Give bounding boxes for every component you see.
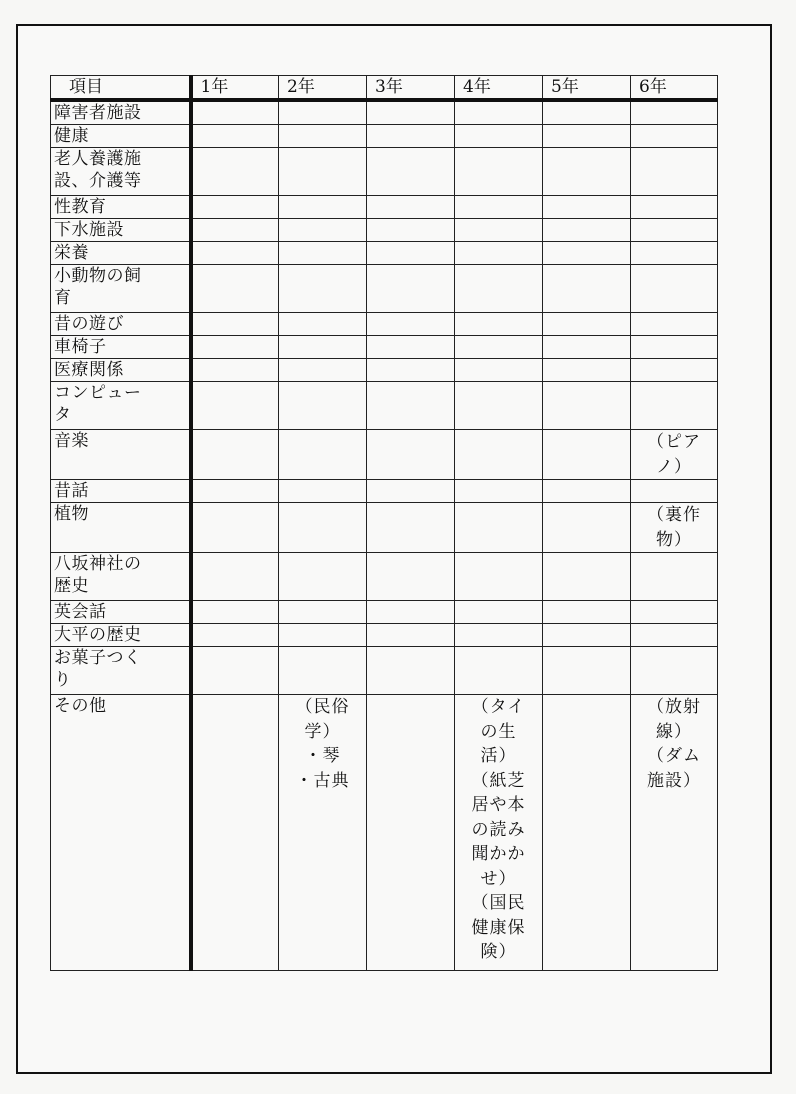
row-item-label xyxy=(51,359,191,382)
table-row xyxy=(51,219,718,242)
cell-year-4 xyxy=(455,125,543,148)
table-row xyxy=(51,695,718,971)
row-item-label xyxy=(51,430,191,480)
cell-text-line: （タイ xyxy=(471,697,526,717)
cell-year-6 xyxy=(631,480,718,503)
cell-year-5 xyxy=(543,148,631,196)
cell-year-6 xyxy=(631,601,718,624)
cell-year-5 xyxy=(543,624,631,647)
cell-year-3 xyxy=(367,219,455,242)
cell-year-6 xyxy=(631,265,718,313)
item-label-line: 大平の歴史 xyxy=(54,625,142,645)
item-label-line: 栄養 xyxy=(54,243,89,263)
cell-year-6 xyxy=(631,336,718,359)
cell-text-line: （ダム xyxy=(647,746,701,766)
cell-year-1 xyxy=(191,148,279,196)
cell-year-3 xyxy=(367,647,455,695)
item-label-line: 植物 xyxy=(54,504,89,524)
cell-year-2 xyxy=(279,148,367,196)
table-row xyxy=(51,624,718,647)
cell-year-2 xyxy=(279,553,367,601)
cell-text-line: 聞かか xyxy=(471,844,526,864)
document-page xyxy=(16,24,772,1074)
cell-year-4 xyxy=(455,503,543,553)
cell-text-line: （民俗 xyxy=(295,697,350,717)
item-label-line: 音楽 xyxy=(54,431,89,451)
item-label-line: 育 xyxy=(54,288,72,308)
table-row xyxy=(51,553,718,601)
cell-year-6 xyxy=(631,219,718,242)
activity-table xyxy=(50,75,718,971)
cell-text-line: （紙芝 xyxy=(471,770,526,791)
cell-year-1 xyxy=(191,336,279,359)
row-item-label xyxy=(51,125,191,148)
cell-text-line: （国民 xyxy=(471,893,526,913)
table-row xyxy=(51,647,718,695)
cell-text-line: 険） xyxy=(480,942,517,962)
cell-year-3 xyxy=(367,503,455,553)
item-label-line: 医療関係 xyxy=(54,360,124,380)
row-item-label xyxy=(51,100,191,125)
table-row xyxy=(51,265,718,313)
cell-year-2 xyxy=(279,503,367,553)
cell-year-5 xyxy=(543,219,631,242)
table-row xyxy=(51,601,718,624)
cell-year-1 xyxy=(191,430,279,480)
cell-year-5 xyxy=(543,695,631,971)
cell-year-5 xyxy=(543,382,631,430)
cell-year-3 xyxy=(367,313,455,336)
cell-year-6 xyxy=(631,100,718,125)
cell-year-1 xyxy=(191,553,279,601)
cell-year-3 xyxy=(367,359,455,382)
cell-year-4 xyxy=(455,647,543,695)
cell-year-6 xyxy=(631,359,718,382)
cell-year-4 xyxy=(455,219,543,242)
row-item-label xyxy=(51,148,191,196)
cell-text-line: ノ） xyxy=(656,456,692,477)
cell-year-1 xyxy=(191,480,279,503)
row-item-label xyxy=(51,553,191,601)
cell-year-2 xyxy=(279,601,367,624)
item-label-line: 性教育 xyxy=(54,197,107,217)
cell-year-4 xyxy=(455,313,543,336)
table-row xyxy=(51,503,718,553)
cell-year-2 xyxy=(279,242,367,265)
cell-text-line: （ピア xyxy=(647,432,701,452)
cell-text-line: 学） xyxy=(304,721,341,742)
cell-year-5 xyxy=(543,601,631,624)
item-label-line: 健康 xyxy=(54,126,89,146)
cell-year-3 xyxy=(367,242,455,265)
row-item-label xyxy=(51,647,191,695)
item-label-line: 車椅子 xyxy=(54,337,107,357)
cell-year-2 xyxy=(279,430,367,480)
cell-year-3 xyxy=(367,265,455,313)
table-row xyxy=(51,313,718,336)
cell-year-2 xyxy=(279,359,367,382)
cell-text-line: （放射 xyxy=(647,697,701,717)
cell-year-1 xyxy=(191,695,279,971)
cell-year-6 xyxy=(631,242,718,265)
cell-year-1 xyxy=(191,100,279,125)
item-label-line: 八坂神社の xyxy=(54,554,142,574)
cell-year-2 xyxy=(279,336,367,359)
cell-year-4 xyxy=(455,601,543,624)
cell-year-6 xyxy=(631,503,718,553)
cell-year-1 xyxy=(191,265,279,313)
header-year-3: 3年 xyxy=(367,76,455,101)
header-year-2: 2年 xyxy=(279,76,367,101)
cell-year-1 xyxy=(191,125,279,148)
cell-text-line: （裏作 xyxy=(647,505,701,525)
cell-year-4 xyxy=(455,196,543,219)
cell-year-1 xyxy=(191,359,279,382)
cell-year-3 xyxy=(367,100,455,125)
header-year-1: 1年 xyxy=(191,76,279,101)
cell-year-5 xyxy=(543,359,631,382)
item-label-line: タ xyxy=(54,405,72,425)
cell-year-5 xyxy=(543,503,631,553)
item-label-line: お菓子つく xyxy=(54,648,142,668)
cell-text-line: 健康保 xyxy=(471,917,526,938)
row-item-label xyxy=(51,336,191,359)
cell-year-5 xyxy=(543,430,631,480)
row-item-label xyxy=(51,480,191,503)
cell-year-2 xyxy=(279,647,367,695)
row-item-label xyxy=(51,265,191,313)
cell-year-1 xyxy=(191,624,279,647)
cell-year-6 xyxy=(631,647,718,695)
cell-year-3 xyxy=(367,553,455,601)
cell-year-3 xyxy=(367,601,455,624)
cell-text-line: 線） xyxy=(656,721,692,742)
cell-text-line: ・琴 xyxy=(304,746,341,766)
cell-year-6 xyxy=(631,382,718,430)
item-label-line: 歴史 xyxy=(54,576,89,596)
cell-text-line: の生 xyxy=(480,721,517,742)
table-row xyxy=(51,480,718,503)
table-row xyxy=(51,430,718,480)
cell-year-4 xyxy=(455,148,543,196)
cell-year-4 xyxy=(455,430,543,480)
cell-year-1 xyxy=(191,219,279,242)
cell-year-5 xyxy=(543,480,631,503)
cell-year-1 xyxy=(191,503,279,553)
item-label-line: り xyxy=(54,670,72,690)
cell-year-4 xyxy=(455,382,543,430)
row-item-label xyxy=(51,313,191,336)
table-row xyxy=(51,148,718,196)
cell-year-5 xyxy=(543,242,631,265)
item-label-line: 昔話 xyxy=(54,481,89,501)
cell-year-4 xyxy=(455,553,543,601)
cell-year-4 xyxy=(455,265,543,313)
header-year-6: 6年 xyxy=(631,76,718,101)
cell-year-5 xyxy=(543,647,631,695)
cell-year-1 xyxy=(191,382,279,430)
item-label-line: 昔の遊び xyxy=(54,314,124,334)
cell-year-6 xyxy=(631,695,718,971)
cell-text-line: 物） xyxy=(656,529,692,550)
item-label-line: 設、介護等 xyxy=(54,171,142,191)
cell-text-line: 居や本 xyxy=(471,795,526,815)
table-row xyxy=(51,100,718,125)
cell-year-3 xyxy=(367,336,455,359)
cell-year-5 xyxy=(543,336,631,359)
cell-year-6 xyxy=(631,196,718,219)
cell-year-5 xyxy=(543,196,631,219)
cell-year-1 xyxy=(191,601,279,624)
item-label-line: 小動物の飼 xyxy=(54,266,142,286)
row-item-label xyxy=(51,503,191,553)
table-row xyxy=(51,196,718,219)
item-label-line: 老人養護施 xyxy=(54,149,142,169)
cell-year-2 xyxy=(279,624,367,647)
cell-year-3 xyxy=(367,125,455,148)
cell-year-4 xyxy=(455,100,543,125)
cell-year-2 xyxy=(279,480,367,503)
cell-year-2 xyxy=(279,219,367,242)
cell-year-5 xyxy=(543,125,631,148)
cell-text-line: 施設） xyxy=(647,770,701,791)
cell-year-2 xyxy=(279,100,367,125)
cell-year-5 xyxy=(543,553,631,601)
item-label-line: 下水施設 xyxy=(54,220,124,240)
cell-text-line: 活） xyxy=(480,746,517,766)
cell-year-6 xyxy=(631,148,718,196)
cell-year-6 xyxy=(631,553,718,601)
cell-year-6 xyxy=(631,624,718,647)
table-row xyxy=(51,382,718,430)
cell-year-4 xyxy=(455,242,543,265)
table-row xyxy=(51,242,718,265)
cell-year-2 xyxy=(279,382,367,430)
table-row xyxy=(51,359,718,382)
cell-year-4 xyxy=(455,695,543,971)
cell-year-2 xyxy=(279,265,367,313)
cell-year-5 xyxy=(543,100,631,125)
cell-year-2 xyxy=(279,313,367,336)
cell-year-1 xyxy=(191,196,279,219)
row-item-label xyxy=(51,624,191,647)
cell-year-2 xyxy=(279,125,367,148)
cell-year-1 xyxy=(191,313,279,336)
item-label-line: その他 xyxy=(54,696,107,716)
cell-year-3 xyxy=(367,430,455,480)
row-item-label xyxy=(51,695,191,971)
item-label-line: 障害者施設 xyxy=(54,103,142,123)
cell-year-6 xyxy=(631,125,718,148)
row-item-label xyxy=(51,242,191,265)
cell-text-line: の読み xyxy=(471,819,526,840)
cell-year-2 xyxy=(279,695,367,971)
row-item-label xyxy=(51,196,191,219)
cell-text-line: せ） xyxy=(480,868,517,889)
table-row xyxy=(51,125,718,148)
cell-year-3 xyxy=(367,695,455,971)
row-item-label xyxy=(51,382,191,430)
table-header-row xyxy=(51,76,718,101)
cell-year-4 xyxy=(455,480,543,503)
item-label-line: 英会話 xyxy=(54,602,107,622)
cell-year-3 xyxy=(367,148,455,196)
cell-year-6 xyxy=(631,313,718,336)
cell-year-6 xyxy=(631,430,718,480)
cell-year-2 xyxy=(279,196,367,219)
cell-year-3 xyxy=(367,382,455,430)
cell-year-4 xyxy=(455,624,543,647)
header-item: 項目 xyxy=(51,76,191,101)
cell-year-3 xyxy=(367,196,455,219)
cell-year-3 xyxy=(367,624,455,647)
cell-year-1 xyxy=(191,242,279,265)
cell-year-4 xyxy=(455,359,543,382)
cell-text-line: ・古典 xyxy=(295,770,350,791)
item-label-line: コンピュー xyxy=(54,383,142,403)
row-item-label xyxy=(51,219,191,242)
row-item-label xyxy=(51,601,191,624)
cell-year-4 xyxy=(455,336,543,359)
cell-year-5 xyxy=(543,265,631,313)
header-year-5: 5年 xyxy=(543,76,631,101)
cell-year-1 xyxy=(191,647,279,695)
cell-year-3 xyxy=(367,480,455,503)
table-row xyxy=(51,336,718,359)
cell-year-5 xyxy=(543,313,631,336)
header-year-4: 4年 xyxy=(455,76,543,101)
